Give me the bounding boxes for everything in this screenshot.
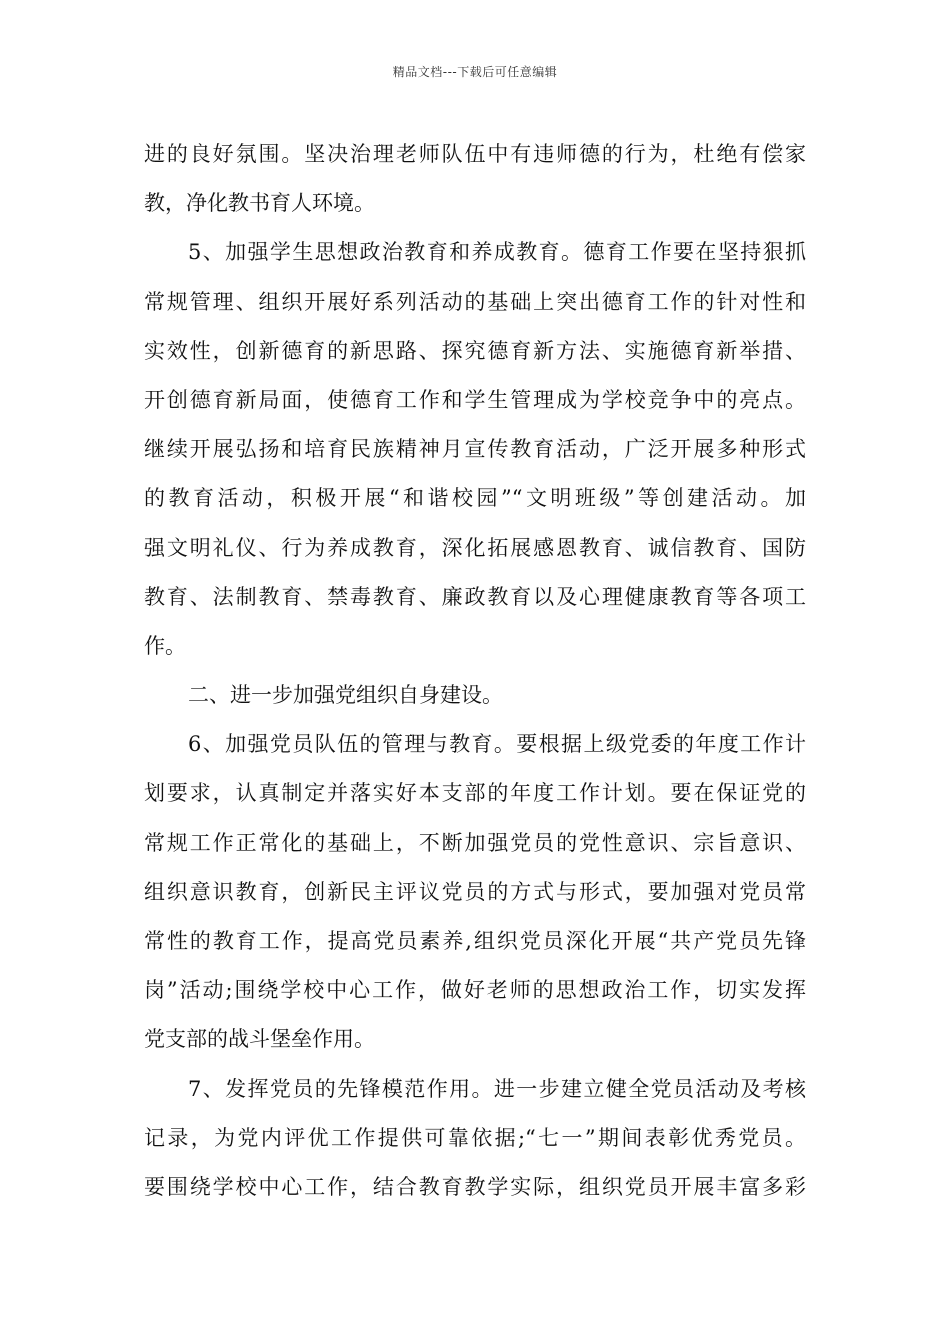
text-line: 进的良好氛围。坚决治理老师队伍中有违师德的行为，杜绝有偿家 bbox=[144, 142, 806, 166]
paragraph-5-start: 5、加强学生思想政治教育和养成教育。德育工作要在坚持狠抓 bbox=[188, 240, 806, 265]
text-line: 岗”活动;围绕学校中心工作，做好老师的思想政治工作，切实发挥 bbox=[144, 978, 806, 1003]
page-header: 精品文档---下载后可任意编辑 bbox=[392, 65, 558, 79]
text-line: 教，净化教书育人环境。 bbox=[144, 191, 375, 216]
text-line: 的教育活动，积极开展“和谐校园”“文明班级”等创建活动。加 bbox=[144, 486, 806, 511]
text-line: 强文明礼仪、行为养成教育，深化拓展感恩教育、诚信教育、国防 bbox=[144, 535, 806, 560]
paragraph-6-start: 6、加强党员队伍的管理与教育。要根据上级党委的年度工作计 bbox=[188, 732, 806, 757]
text-line: 要围绕学校中心工作，结合教育教学实际，组织党员开展丰富多彩 bbox=[144, 1174, 806, 1199]
document-body bbox=[144, 130, 806, 1212]
text-line: 教育、法制教育、禁毒教育、廉政教育以及心理健康教育等各项工 bbox=[144, 584, 806, 609]
text-line: 党支部的战斗堡垒作用。 bbox=[144, 1027, 375, 1052]
section-heading: 二、进一步加强党组织自身建设。 bbox=[188, 683, 503, 708]
text-line: 继续开展弘扬和培育民族精神月宣传教育活动，广泛开展多种形式 bbox=[144, 437, 806, 462]
text-line: 划要求，认真制定并落实好本支部的年度工作计划。要在保证党的 bbox=[144, 781, 806, 806]
text-line: 记录，为党内评优工作提供可靠依据;“七一”期间表彰优秀党员。 bbox=[144, 1125, 806, 1150]
paragraph-7-start: 7、发挥党员的先锋模范作用。进一步建立健全党员活动及考核 bbox=[188, 1076, 806, 1101]
text-line: 常性的教育工作，提高党员素养,组织党员深化开展“共产党员先锋 bbox=[144, 929, 806, 953]
text-line: 组织意识教育，创新民主评议党员的方式与形式，要加强对党员常 bbox=[144, 879, 806, 904]
text-line: 作。 bbox=[144, 633, 186, 658]
text-line: 实效性，创新德育的新思路、探究德育新方法、实施德育新举措、 bbox=[144, 338, 806, 363]
text-line: 常规工作正常化的基础上，不断加强党员的党性意识、宗旨意识、 bbox=[144, 830, 806, 855]
text-line: 常规管理、组织开展好系列活动的基础上突出德育工作的针对性和 bbox=[144, 289, 806, 314]
text-line: 开创德育新局面，使德育工作和学生管理成为学校竞争中的亮点。 bbox=[144, 387, 806, 412]
